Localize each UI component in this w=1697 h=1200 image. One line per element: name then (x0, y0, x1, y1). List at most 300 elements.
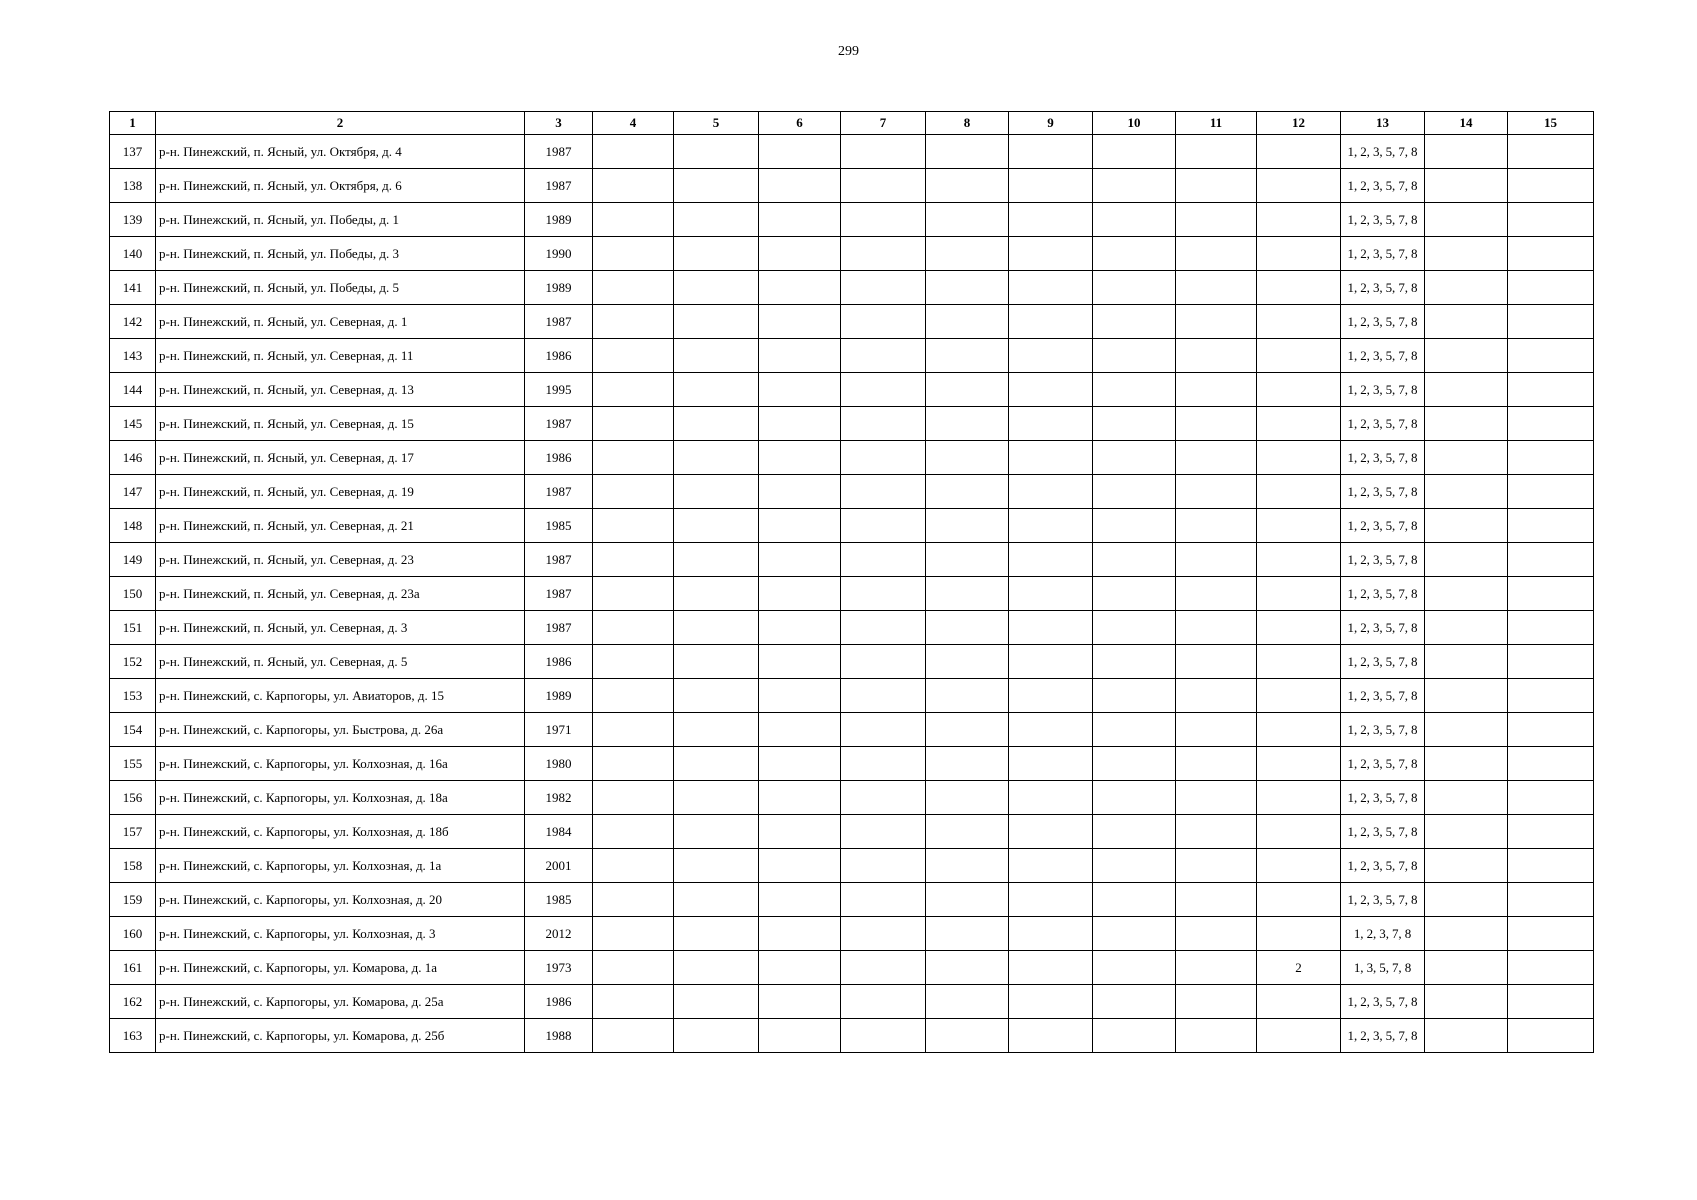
col-13-cell: 1, 2, 3, 5, 7, 8 (1341, 305, 1425, 339)
col-12-cell (1257, 475, 1341, 509)
col-12-cell (1257, 577, 1341, 611)
col-13-cell: 1, 2, 3, 5, 7, 8 (1341, 985, 1425, 1019)
table-row (110, 305, 1594, 339)
year-cell: 2012 (525, 917, 593, 951)
cell-col-14 (1425, 849, 1508, 883)
cell-col-5 (674, 441, 759, 475)
cell-col-7 (841, 373, 926, 407)
cell-col-7 (841, 985, 926, 1019)
year-cell: 1986 (525, 985, 593, 1019)
table-row (110, 339, 1594, 373)
cell-col-9 (1009, 203, 1093, 237)
table-row (110, 577, 1594, 611)
row-number: 162 (110, 985, 156, 1019)
cell-col-5 (674, 679, 759, 713)
col-12-cell (1257, 781, 1341, 815)
cell-col-10 (1093, 441, 1176, 475)
cell-col-15 (1508, 509, 1594, 543)
year-cell: 1985 (525, 883, 593, 917)
col-13-cell: 1, 2, 3, 5, 7, 8 (1341, 135, 1425, 169)
cell-col-9 (1009, 951, 1093, 985)
cell-col-7 (841, 883, 926, 917)
cell-col-11 (1176, 645, 1257, 679)
year-cell: 1989 (525, 203, 593, 237)
cell-col-9 (1009, 713, 1093, 747)
cell-col-15 (1508, 407, 1594, 441)
col-13-cell: 1, 2, 3, 5, 7, 8 (1341, 543, 1425, 577)
column-header-5: 5 (674, 112, 759, 135)
table-row (110, 1019, 1594, 1053)
cell-col-15 (1508, 169, 1594, 203)
cell-col-15 (1508, 577, 1594, 611)
cell-col-6 (759, 713, 841, 747)
year-cell: 1987 (525, 577, 593, 611)
cell-col-4 (593, 339, 674, 373)
table-header-row (110, 112, 1594, 135)
cell-col-5 (674, 917, 759, 951)
cell-col-8 (926, 883, 1009, 917)
cell-col-14 (1425, 305, 1508, 339)
year-cell: 1984 (525, 815, 593, 849)
cell-col-15 (1508, 951, 1594, 985)
table-row (110, 747, 1594, 781)
cell-col-10 (1093, 645, 1176, 679)
cell-col-4 (593, 373, 674, 407)
cell-col-7 (841, 747, 926, 781)
cell-col-6 (759, 237, 841, 271)
cell-col-15 (1508, 271, 1594, 305)
col-13-cell: 1, 2, 3, 5, 7, 8 (1341, 713, 1425, 747)
year-cell: 1973 (525, 951, 593, 985)
cell-col-6 (759, 679, 841, 713)
cell-col-10 (1093, 713, 1176, 747)
cell-col-11 (1176, 577, 1257, 611)
cell-col-8 (926, 169, 1009, 203)
cell-col-11 (1176, 373, 1257, 407)
cell-col-9 (1009, 237, 1093, 271)
year-cell: 1987 (525, 135, 593, 169)
cell-col-4 (593, 951, 674, 985)
cell-col-4 (593, 305, 674, 339)
cell-col-10 (1093, 169, 1176, 203)
cell-col-9 (1009, 883, 1093, 917)
year-cell: 1980 (525, 747, 593, 781)
column-header-12: 12 (1257, 112, 1341, 135)
cell-col-10 (1093, 237, 1176, 271)
address-cell: р-н. Пинежский, п. Ясный, ул. Победы, д. 1 (156, 203, 525, 237)
cell-col-6 (759, 577, 841, 611)
row-number: 137 (110, 135, 156, 169)
cell-col-6 (759, 543, 841, 577)
cell-col-10 (1093, 883, 1176, 917)
row-number: 143 (110, 339, 156, 373)
cell-col-10 (1093, 815, 1176, 849)
address-cell: р-н. Пинежский, с. Карпогоры, ул. Комарова, д. 25а (156, 985, 525, 1019)
cell-col-14 (1425, 577, 1508, 611)
cell-col-5 (674, 407, 759, 441)
cell-col-9 (1009, 271, 1093, 305)
cell-col-5 (674, 781, 759, 815)
address-cell: р-н. Пинежский, п. Ясный, ул. Победы, д. 3 (156, 237, 525, 271)
row-number: 163 (110, 1019, 156, 1053)
cell-col-9 (1009, 917, 1093, 951)
cell-col-11 (1176, 509, 1257, 543)
cell-col-9 (1009, 1019, 1093, 1053)
address-cell: р-н. Пинежский, п. Ясный, ул. Северная, д. 11 (156, 339, 525, 373)
year-cell: 1988 (525, 1019, 593, 1053)
cell-col-6 (759, 169, 841, 203)
cell-col-9 (1009, 815, 1093, 849)
cell-col-11 (1176, 849, 1257, 883)
cell-col-14 (1425, 169, 1508, 203)
col-13-cell: 1, 2, 3, 7, 8 (1341, 917, 1425, 951)
cell-col-4 (593, 407, 674, 441)
cell-col-9 (1009, 645, 1093, 679)
year-cell: 1986 (525, 441, 593, 475)
cell-col-15 (1508, 441, 1594, 475)
cell-col-14 (1425, 985, 1508, 1019)
cell-col-8 (926, 815, 1009, 849)
row-number: 158 (110, 849, 156, 883)
cell-col-7 (841, 475, 926, 509)
cell-col-4 (593, 271, 674, 305)
cell-col-7 (841, 1019, 926, 1053)
cell-col-7 (841, 849, 926, 883)
cell-col-14 (1425, 645, 1508, 679)
col-13-cell: 1, 2, 3, 5, 7, 8 (1341, 747, 1425, 781)
year-cell: 1982 (525, 781, 593, 815)
address-cell: р-н. Пинежский, с. Карпогоры, ул. Колхозная, д. 16а (156, 747, 525, 781)
cell-col-15 (1508, 815, 1594, 849)
cell-col-7 (841, 305, 926, 339)
cell-col-14 (1425, 509, 1508, 543)
cell-col-11 (1176, 169, 1257, 203)
cell-col-8 (926, 951, 1009, 985)
cell-col-7 (841, 815, 926, 849)
col-12-cell (1257, 407, 1341, 441)
table-row (110, 611, 1594, 645)
cell-col-9 (1009, 679, 1093, 713)
cell-col-7 (841, 713, 926, 747)
cell-col-5 (674, 509, 759, 543)
cell-col-11 (1176, 135, 1257, 169)
table-row (110, 849, 1594, 883)
cell-col-6 (759, 373, 841, 407)
cell-col-15 (1508, 679, 1594, 713)
cell-col-4 (593, 1019, 674, 1053)
row-number: 154 (110, 713, 156, 747)
cell-col-7 (841, 237, 926, 271)
cell-col-4 (593, 815, 674, 849)
cell-col-8 (926, 237, 1009, 271)
table-row (110, 985, 1594, 1019)
year-cell: 1987 (525, 169, 593, 203)
cell-col-5 (674, 543, 759, 577)
table-row (110, 237, 1594, 271)
table-row (110, 951, 1594, 985)
cell-col-15 (1508, 985, 1594, 1019)
cell-col-9 (1009, 611, 1093, 645)
cell-col-15 (1508, 135, 1594, 169)
column-header-6: 6 (759, 112, 841, 135)
cell-col-6 (759, 305, 841, 339)
cell-col-8 (926, 747, 1009, 781)
cell-col-5 (674, 271, 759, 305)
cell-col-4 (593, 135, 674, 169)
cell-col-14 (1425, 815, 1508, 849)
col-13-cell: 1, 2, 3, 5, 7, 8 (1341, 441, 1425, 475)
col-13-cell: 1, 2, 3, 5, 7, 8 (1341, 237, 1425, 271)
table-row (110, 815, 1594, 849)
cell-col-7 (841, 543, 926, 577)
cell-col-14 (1425, 883, 1508, 917)
cell-col-8 (926, 713, 1009, 747)
address-cell: р-н. Пинежский, с. Карпогоры, ул. Колхозная, д. 1а (156, 849, 525, 883)
cell-col-7 (841, 577, 926, 611)
cell-col-7 (841, 169, 926, 203)
cell-col-4 (593, 577, 674, 611)
col-12-cell (1257, 509, 1341, 543)
address-cell: р-н. Пинежский, п. Ясный, ул. Северная, д. 21 (156, 509, 525, 543)
cell-col-7 (841, 441, 926, 475)
cell-col-10 (1093, 305, 1176, 339)
cell-col-6 (759, 407, 841, 441)
row-number: 153 (110, 679, 156, 713)
col-12-cell (1257, 679, 1341, 713)
cell-col-4 (593, 441, 674, 475)
year-cell: 1995 (525, 373, 593, 407)
year-cell: 1987 (525, 611, 593, 645)
col-13-cell: 1, 2, 3, 5, 7, 8 (1341, 781, 1425, 815)
cell-col-4 (593, 917, 674, 951)
cell-col-4 (593, 883, 674, 917)
address-cell: р-н. Пинежский, с. Карпогоры, ул. Колхозная, д. 18б (156, 815, 525, 849)
cell-col-6 (759, 781, 841, 815)
table-row (110, 373, 1594, 407)
cell-col-4 (593, 713, 674, 747)
cell-col-15 (1508, 883, 1594, 917)
table-row (110, 679, 1594, 713)
cell-col-14 (1425, 713, 1508, 747)
year-cell: 1985 (525, 509, 593, 543)
cell-col-11 (1176, 305, 1257, 339)
col-13-cell: 1, 2, 3, 5, 7, 8 (1341, 679, 1425, 713)
cell-col-15 (1508, 611, 1594, 645)
cell-col-8 (926, 679, 1009, 713)
cell-col-10 (1093, 373, 1176, 407)
cell-col-10 (1093, 1019, 1176, 1053)
year-cell: 1990 (525, 237, 593, 271)
cell-col-5 (674, 577, 759, 611)
cell-col-11 (1176, 543, 1257, 577)
cell-col-7 (841, 951, 926, 985)
cell-col-11 (1176, 271, 1257, 305)
cell-col-15 (1508, 475, 1594, 509)
cell-col-6 (759, 509, 841, 543)
cell-col-10 (1093, 679, 1176, 713)
col-13-cell: 1, 2, 3, 5, 7, 8 (1341, 373, 1425, 407)
cell-col-5 (674, 985, 759, 1019)
cell-col-14 (1425, 747, 1508, 781)
row-number: 142 (110, 305, 156, 339)
cell-col-11 (1176, 203, 1257, 237)
table-row (110, 713, 1594, 747)
cell-col-6 (759, 645, 841, 679)
cell-col-7 (841, 917, 926, 951)
cell-col-11 (1176, 441, 1257, 475)
cell-col-4 (593, 475, 674, 509)
col-13-cell: 1, 2, 3, 5, 7, 8 (1341, 645, 1425, 679)
row-number: 146 (110, 441, 156, 475)
cell-col-8 (926, 203, 1009, 237)
cell-col-5 (674, 203, 759, 237)
table-row (110, 271, 1594, 305)
year-cell: 1989 (525, 679, 593, 713)
cell-col-5 (674, 849, 759, 883)
address-cell: р-н. Пинежский, п. Ясный, ул. Северная, д. 19 (156, 475, 525, 509)
address-cell: р-н. Пинежский, п. Ясный, ул. Северная, д. 23а (156, 577, 525, 611)
cell-col-7 (841, 407, 926, 441)
row-number: 145 (110, 407, 156, 441)
cell-col-5 (674, 169, 759, 203)
cell-col-14 (1425, 135, 1508, 169)
cell-col-11 (1176, 1019, 1257, 1053)
cell-col-10 (1093, 339, 1176, 373)
address-cell: р-н. Пинежский, п. Ясный, ул. Октября, д. 6 (156, 169, 525, 203)
table-row (110, 169, 1594, 203)
cell-col-14 (1425, 917, 1508, 951)
year-cell: 1989 (525, 271, 593, 305)
row-number: 159 (110, 883, 156, 917)
col-12-cell (1257, 543, 1341, 577)
cell-col-11 (1176, 781, 1257, 815)
cell-col-14 (1425, 951, 1508, 985)
cell-col-5 (674, 305, 759, 339)
cell-col-14 (1425, 271, 1508, 305)
cell-col-7 (841, 679, 926, 713)
cell-col-14 (1425, 679, 1508, 713)
column-header-4: 4 (593, 112, 674, 135)
address-cell: р-н. Пинежский, п. Ясный, ул. Северная, д. 23 (156, 543, 525, 577)
col-13-cell: 1, 2, 3, 5, 7, 8 (1341, 849, 1425, 883)
cell-col-11 (1176, 475, 1257, 509)
address-cell: р-н. Пинежский, с. Карпогоры, ул. Авиаторов, д. 15 (156, 679, 525, 713)
table-row (110, 509, 1594, 543)
cell-col-8 (926, 373, 1009, 407)
row-number: 144 (110, 373, 156, 407)
row-number: 160 (110, 917, 156, 951)
cell-col-15 (1508, 543, 1594, 577)
row-number: 157 (110, 815, 156, 849)
cell-col-5 (674, 713, 759, 747)
column-header-10: 10 (1093, 112, 1176, 135)
table-row (110, 781, 1594, 815)
cell-col-6 (759, 1019, 841, 1053)
col-13-cell: 1, 2, 3, 5, 7, 8 (1341, 815, 1425, 849)
cell-col-7 (841, 509, 926, 543)
row-number: 141 (110, 271, 156, 305)
cell-col-8 (926, 849, 1009, 883)
address-cell: р-н. Пинежский, с. Карпогоры, ул. Колхозная, д. 3 (156, 917, 525, 951)
cell-col-8 (926, 475, 1009, 509)
cell-col-15 (1508, 237, 1594, 271)
cell-col-9 (1009, 169, 1093, 203)
year-cell: 1987 (525, 543, 593, 577)
column-header-11: 11 (1176, 112, 1257, 135)
cell-col-15 (1508, 373, 1594, 407)
cell-col-7 (841, 339, 926, 373)
address-cell: р-н. Пинежский, с. Карпогоры, ул. Комарова, д. 25б (156, 1019, 525, 1053)
row-number: 139 (110, 203, 156, 237)
cell-col-6 (759, 917, 841, 951)
row-number: 147 (110, 475, 156, 509)
col-13-cell: 1, 2, 3, 5, 7, 8 (1341, 883, 1425, 917)
cell-col-15 (1508, 781, 1594, 815)
cell-col-11 (1176, 679, 1257, 713)
cell-col-4 (593, 509, 674, 543)
cell-col-4 (593, 849, 674, 883)
row-number: 138 (110, 169, 156, 203)
cell-col-5 (674, 645, 759, 679)
column-header-2: 2 (156, 112, 525, 135)
cell-col-4 (593, 237, 674, 271)
cell-col-10 (1093, 917, 1176, 951)
cell-col-9 (1009, 373, 1093, 407)
col-12-cell (1257, 849, 1341, 883)
col-12-cell (1257, 645, 1341, 679)
col-13-cell: 1, 2, 3, 5, 7, 8 (1341, 407, 1425, 441)
cell-col-5 (674, 815, 759, 849)
col-12-cell (1257, 985, 1341, 1019)
cell-col-9 (1009, 135, 1093, 169)
cell-col-5 (674, 1019, 759, 1053)
cell-col-4 (593, 747, 674, 781)
cell-col-8 (926, 917, 1009, 951)
cell-col-5 (674, 747, 759, 781)
address-cell: р-н. Пинежский, п. Ясный, ул. Северная, д. 5 (156, 645, 525, 679)
cell-col-10 (1093, 475, 1176, 509)
cell-col-11 (1176, 237, 1257, 271)
column-header-14: 14 (1425, 112, 1508, 135)
cell-col-8 (926, 339, 1009, 373)
cell-col-8 (926, 645, 1009, 679)
cell-col-8 (926, 271, 1009, 305)
col-12-cell (1257, 237, 1341, 271)
cell-col-10 (1093, 135, 1176, 169)
table-row (110, 543, 1594, 577)
cell-col-15 (1508, 917, 1594, 951)
cell-col-6 (759, 815, 841, 849)
cell-col-11 (1176, 985, 1257, 1019)
cell-col-4 (593, 169, 674, 203)
column-header-15: 15 (1508, 112, 1594, 135)
cell-col-11 (1176, 611, 1257, 645)
column-header-1: 1 (110, 112, 156, 135)
table-row (110, 917, 1594, 951)
cell-col-14 (1425, 781, 1508, 815)
cell-col-11 (1176, 815, 1257, 849)
cell-col-14 (1425, 203, 1508, 237)
cell-col-5 (674, 951, 759, 985)
row-number: 140 (110, 237, 156, 271)
col-13-cell: 1, 2, 3, 5, 7, 8 (1341, 509, 1425, 543)
cell-col-8 (926, 543, 1009, 577)
cell-col-4 (593, 985, 674, 1019)
cell-col-10 (1093, 849, 1176, 883)
cell-col-8 (926, 985, 1009, 1019)
row-number: 156 (110, 781, 156, 815)
cell-col-14 (1425, 611, 1508, 645)
